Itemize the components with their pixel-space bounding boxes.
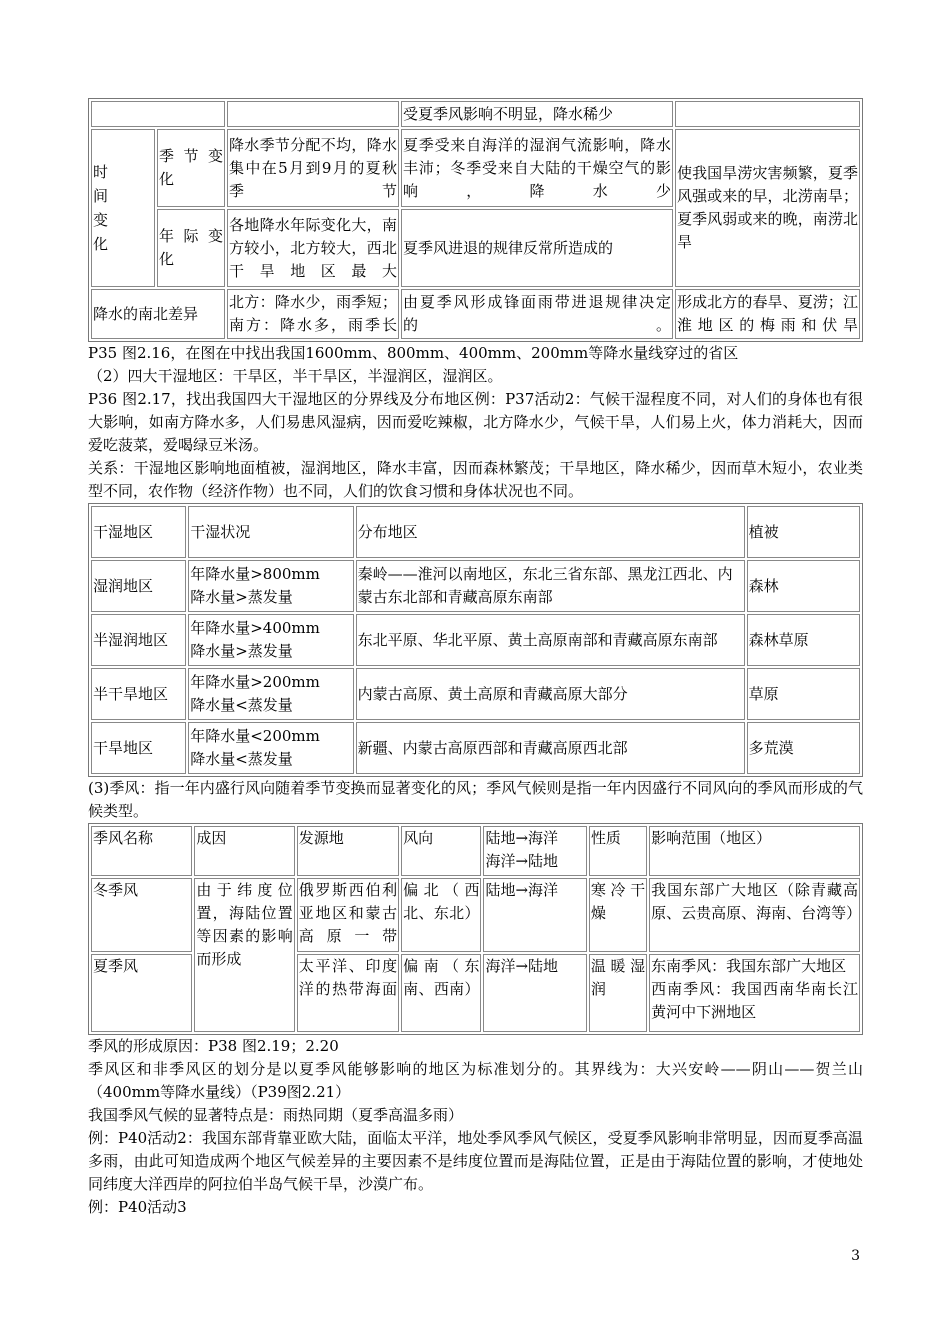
cond-line: 降水量<蒸发量 [190, 750, 293, 768]
table-cell: 我国东部广大地区（除青藏高原、云贵高原、海南、台湾等） [649, 878, 860, 952]
table-row [91, 614, 860, 666]
table-cell [188, 614, 353, 666]
table-cell [649, 954, 860, 1032]
table-cell [188, 668, 353, 720]
season-reason: 夏季受来自海洋的湿润气流影响，降水丰沛；冬季受来自大陆的干燥空气的影响，降水少 [401, 129, 673, 207]
range-line: 西南季风：我国西南华南长江黄河中下洲地区 [651, 980, 858, 1021]
table-cell: 干旱地区 [91, 722, 186, 774]
paragraph: (3)季风：指一年内盛行风向随着季节变换而显著变化的风；季风气候则是指一年内因盛行不同风向的季风而形成的气候类型。 [88, 779, 863, 820]
ns-label: 降水的南北差异 [91, 289, 225, 339]
table-cell: 湿润地区 [91, 560, 186, 612]
table-header: 分布地区 [356, 506, 745, 558]
table-row [91, 878, 860, 952]
table-header: 风向 [401, 826, 481, 876]
paragraph: 关系：干湿地区影响地面植被，湿润地区，降水丰富，因而森林繁茂；干旱地区，降水稀少，因而草木短小，农业类型不同，农作物（经济作物）也不同，人们的饮食习惯和身体状况也不同。 [88, 459, 863, 500]
table-cell: 半干旱地区 [91, 668, 186, 720]
table-cell: 偏北（西北、东北） [401, 878, 481, 952]
table-header: 成因 [194, 826, 294, 876]
season-label: 季 节 变 化 [157, 129, 225, 207]
cause-cell: 由于纬度位置，海陆位置等因素的影响而形成 [194, 878, 294, 1032]
cond-line: 降水量<蒸发量 [190, 696, 293, 714]
cond-line: 年降水量>800mm [190, 565, 320, 583]
table-cell: 森林 [747, 560, 860, 612]
range-line: 东南季风：我国东部广大地区 [651, 957, 847, 975]
table-cell: 寒冷干燥 [589, 878, 647, 952]
table-cell: 夏季风 [91, 954, 192, 1032]
table-cell [91, 101, 225, 127]
table-cell: 东北平原、华北平原、黄土高原南部和青藏高原东南部 [356, 614, 745, 666]
paragraph: P36 图2.17，找出我国四大干湿地区的分界线及分布地区例：P37活动2：气候干湿程度不同，对人们的身体也有很大影响，如南方降水多，人们易患风湿病，因而爱吃辣椒，北方降水少，气候干旱，人们易上火，体力消耗大，因而爱吃菠菜，爱喝绿豆米汤。 [88, 390, 863, 454]
table-header: 陆地→海洋 海洋→陆地 [483, 826, 586, 876]
ns-reason: 由夏季风形成锋面雨带进退规律决定的。 [401, 289, 673, 339]
table-cell: 太平洋、印度洋的热带海面 [297, 954, 399, 1032]
table-cell: 新疆、内蒙古高原西部和青藏高原西北部 [356, 722, 745, 774]
table-cell [188, 722, 353, 774]
season-distribution: 降水季节分配不均，降水集中在5月到9月的夏秋季节 [227, 129, 399, 207]
table-row [91, 722, 860, 774]
table-cell: 草原 [747, 668, 860, 720]
table-cell [188, 560, 353, 612]
paragraph: 例：P40活动2：我国东部背靠亚欧大陆，面临太平洋，地处季风季风气候区，受夏季风影响非常明显，因而夏季高温多雨，由此可知造成两个地区气候差异的主要因素不是纬度位置而是海陆位置，正是由于海陆位置的影响，才使地处同纬度大洋西岸的阿拉伯半岛气候干旱，沙漠广布。 [88, 1129, 863, 1193]
ns-impact: 形成北方的春旱、夏涝；江淮地区的梅雨和伏旱 [675, 289, 860, 339]
table-cell: 半湿润地区 [91, 614, 186, 666]
cond-line: 降水量>蒸发量 [190, 642, 293, 660]
table-cell: 海洋→陆地 [483, 954, 586, 1032]
table-cell [227, 101, 399, 127]
cond-line: 降水量>蒸发量 [190, 588, 293, 606]
monsoon-table [88, 823, 863, 1035]
paragraph: 季风区和非季风区的划分是以夏季风能够影响的地区为标准划分的。其界线为：大兴安岭——阴山——贺兰山（400mm等降水量线）（P39图2.21） [88, 1060, 863, 1101]
paragraph: 例：P40活动3 [88, 1198, 187, 1216]
ns-distribution: 北方：降水少，雨季短；南方：降水多，雨季长 [227, 289, 399, 339]
time-change-label: 时 间 变 化 [91, 129, 155, 287]
dry-wet-table [88, 503, 863, 777]
table-header: 性质 [589, 826, 647, 876]
table-row [91, 560, 860, 612]
table-header: 植被 [747, 506, 860, 558]
page-number: 3 [851, 1248, 860, 1264]
cond-line: 年降水量>200mm [190, 673, 320, 691]
table-cell [675, 101, 860, 127]
document-page [88, 98, 863, 1219]
year-reason: 夏季风进退的规律反常所造成的 [401, 209, 673, 287]
table-cell: 多荒漠 [747, 722, 860, 774]
precip-table [88, 98, 863, 342]
cond-line: 年降水量>400mm [190, 619, 320, 637]
paragraph: 季风的形成原因：P38 图2.19；2.20 [88, 1037, 339, 1055]
cond-line: 年降水量<200mm [190, 727, 320, 745]
table-header: 干湿地区 [91, 506, 186, 558]
table-cell: 偏南（东南、西南） [401, 954, 481, 1032]
table-cell: 秦岭——淮河以南地区，东北三省东部、黑龙江西北、内蒙古东北部和青藏高原东南部 [356, 560, 745, 612]
table-cell: 陆地→海洋 [483, 878, 586, 952]
table-cell: 森林草原 [747, 614, 860, 666]
table-header: 发源地 [297, 826, 399, 876]
table-cell: 冬季风 [91, 878, 192, 952]
table-cell: 俄罗斯西伯利亚地区和蒙古高原一带 [297, 878, 399, 952]
paragraph: P35 图2.16，在图在中找出我国1600mm、800mm、400mm、200mm等降水量线穿过的省区 [88, 344, 739, 362]
table-header: 季风名称 [91, 826, 192, 876]
year-label: 年 际 变 化 [157, 209, 225, 287]
table-cell: 温暖湿润 [589, 954, 647, 1032]
table-cell: 受夏季风影响不明显，降水稀少 [401, 101, 673, 127]
impact-cell: 使我国旱涝灾害频繁，夏季风强或来的早，北涝南旱；夏季风弱或来的晚，南涝北旱 [675, 129, 860, 287]
paragraph: 我国季风气候的显著特点是：雨热同期（夏季高温多雨） [88, 1106, 464, 1124]
table-header: 干湿状况 [188, 506, 353, 558]
table-cell: 内蒙古高原、黄土高原和青藏高原大部分 [356, 668, 745, 720]
paragraph: （2）四大干湿地区：干旱区，半干旱区，半湿润区，湿润区。 [88, 367, 503, 385]
year-distribution: 各地降水年际变化大，南方较小，北方较大，西北干旱地区最大 [227, 209, 399, 287]
table-header: 影响范围（地区） [649, 826, 860, 876]
table-row [91, 668, 860, 720]
